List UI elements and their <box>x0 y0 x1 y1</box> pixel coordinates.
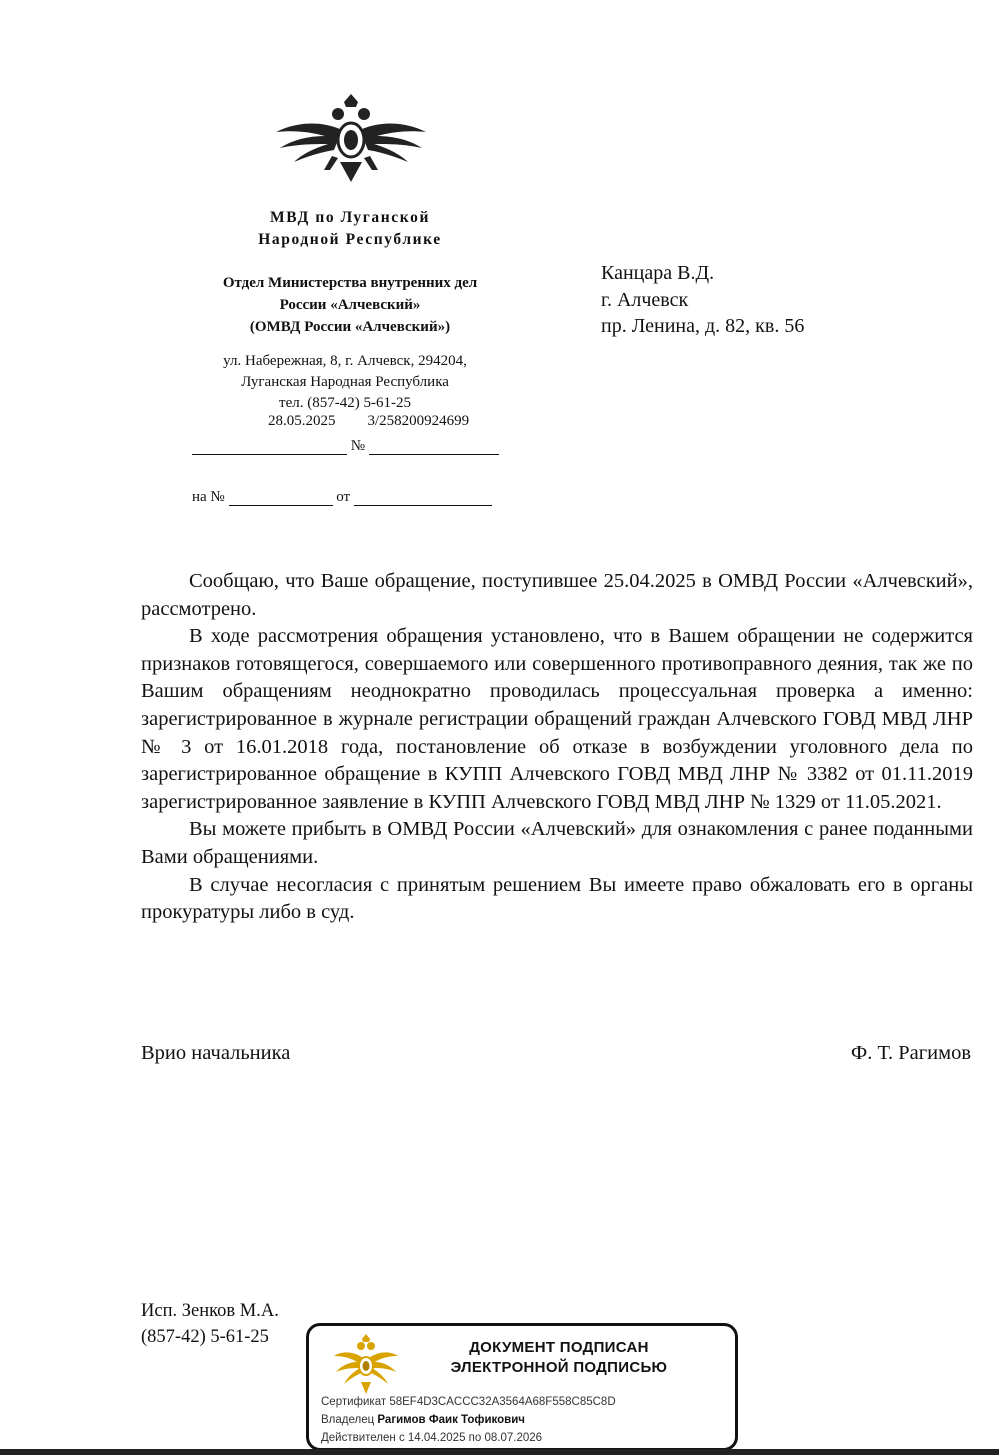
reply-from: от <box>336 489 351 505</box>
owner-line <box>321 1414 525 1426</box>
body-paragraph: В ходе рассмотрения обращения установлено, что в Вашем обращении не содержится признаков готовящегося, совершаемого или совершенного противоправного деяния, так же по Вашим обращениям неоднократно проводилась процессуальная проверка а именно: зарегистрированное в журнале регистрации обращений граждан Алчевского ГОВД МВД ЛНР № 3 от 16.01.2018 года, постановление об отказе в возбуждении уголовного дела по зарегистрированное обращение в КУПП Алчевского ГОВД МВД ЛНР № 3382 от 01.11.2019 зарегистрированное заявление в КУПП Алчевского ГОВД МВД ЛНР № 1329 от 11.05.2021. <box>141 625 973 813</box>
department-line-1: Отдел Министерства внутренних дел <box>222 275 478 291</box>
e-signature-stamp <box>306 1323 738 1451</box>
owner-value: Рагимов Фаик Тофикович <box>377 1414 525 1426</box>
department-line-3: (ОМВД России «Алчевский») <box>249 319 451 335</box>
recipient-address: пр. Ленина, д. 82, кв. 56 <box>601 315 805 337</box>
owner-label: Владелец <box>321 1414 375 1426</box>
body-paragraph: Сообщаю, что Ваше обращение, поступившее 25.04.2025 в ОМВД России «Алчевский», рассмотрено. <box>141 570 973 620</box>
executor-phone: (857-42) 5-61-25 <box>141 1327 269 1347</box>
e-signature-title <box>409 1338 709 1378</box>
number-blank-line <box>192 438 499 455</box>
validity-line: Действителен с 14.04.2025 по 08.07.2026 <box>321 1432 543 1444</box>
executor-name: Исп. Зенков М.А. <box>141 1301 279 1321</box>
e-signature-title-line-2: ЭЛЕКТРОННОЙ ПОДПИСЬЮ <box>450 1359 668 1376</box>
recipient-name: Канцара В.Д. <box>601 262 715 284</box>
reply-date-underline <box>354 489 492 506</box>
recipient-block <box>601 260 804 340</box>
body-paragraph: В случае несогласия с принятым решением Вы имеете право обжаловать его в органы прокуратуры либо в суд. <box>141 873 973 924</box>
recipient-city: г. Алчевск <box>601 288 689 311</box>
ministry-line-2: Народной Республике <box>258 231 442 248</box>
page-bottom-edge <box>0 1449 999 1455</box>
number-sign: № <box>350 438 366 454</box>
address-line-1: ул. Набережная, 8, г. Алчевск, 294204, <box>223 353 467 369</box>
date-underline <box>192 438 347 455</box>
mvd-gold-emblem-icon <box>333 1332 399 1396</box>
certificate-label: Сертификат <box>321 1396 387 1408</box>
executor-block <box>141 1298 279 1350</box>
signatory-position: Врио начальника <box>141 1042 291 1064</box>
e-signature-title-line-1: ДОКУМЕНТ ПОДПИСАН <box>469 1339 649 1356</box>
certificate-value: 58EF4D3CACCC32A3564A68F558C85C8D <box>389 1396 616 1408</box>
ministry-name <box>200 207 500 251</box>
outgoing-reference <box>268 413 469 430</box>
department-line-2: России «Алчевский» <box>279 297 421 313</box>
outgoing-number: 3/258200924699 <box>367 413 470 429</box>
ministry-line-1: МВД по Луганской <box>270 209 430 226</box>
department-address <box>190 351 500 414</box>
letter-date: 28.05.2025 <box>268 413 336 429</box>
signatory-name: Ф. Т. Рагимов <box>851 1042 971 1064</box>
number-underline <box>369 438 499 455</box>
letter-body <box>141 568 973 927</box>
body-paragraph: Вы можете прибыть в ОМВД России «Алчевский» для ознакомления с ранее поданными Вами обращениями. <box>141 818 973 868</box>
reply-blank-line <box>192 489 492 506</box>
reply-prefix: на № <box>192 489 225 505</box>
mvd-eagle-emblem-icon <box>270 92 432 184</box>
address-line-2: Луганская Народная Республика <box>241 374 449 390</box>
address-phone: тел. (857-42) 5-61-25 <box>279 395 411 411</box>
department-name <box>190 272 510 338</box>
certificate-line <box>321 1396 616 1408</box>
reply-number-underline <box>229 489 333 506</box>
